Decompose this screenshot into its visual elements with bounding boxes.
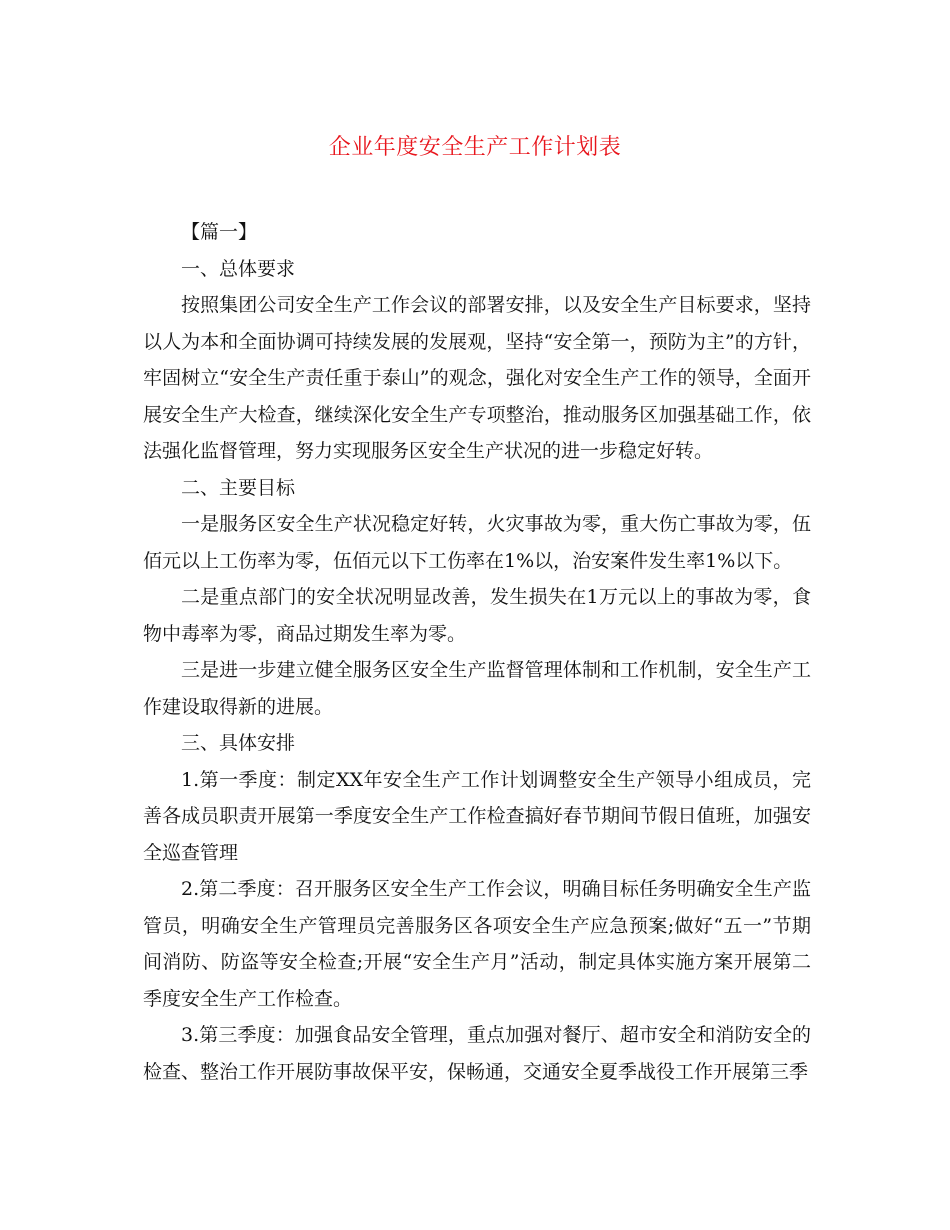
document-body xyxy=(143,214,811,1090)
heading-main-goals: 二、主要目标 xyxy=(181,476,296,499)
heading-specific-arrangements: 三、具体安排 xyxy=(181,732,296,754)
paragraph: 2.第二季度：召开服务区安全生产工作会议，明确目标任务明确安全生产监管员，明确安全生产管理员完善服务区各项安全生产应急预案;做好“五一”节期间消防、防盗等安全检查;开展“安全生产月”活动，制定具体实施方案开展第二季度安全生产工作检查。 xyxy=(143,878,811,1010)
paragraph: 二是重点部门的安全状况明显改善，发生损失在1万元以上的事故为零，食物中毒率为零，商品过期发生率为零。 xyxy=(143,586,811,645)
paragraph: 3.第三季度：加强食品安全管理，重点加强对餐厅、超市安全和消防安全的检查、整治工作开展防事故保平安，保畅通，交通安全夏季战役工作开展第三季 xyxy=(143,1024,811,1083)
section-label: 【篇一】 xyxy=(181,221,258,243)
paragraph: 三是进一步建立健全服务区安全生产监督管理体制和工作机制，安全生产工作建设取得新的进展。 xyxy=(143,659,811,718)
paragraph: 1.第一季度：制定XX年安全生产工作计划调整安全生产领导小组成员，完善各成员职责开展第一季度安全生产工作检查搞好春节期间节假日值班，加强安全巡查管理 xyxy=(143,768,811,864)
document-title: 企业年度安全生产工作计划表 xyxy=(328,135,622,160)
heading-general-requirements: 一、总体要求 xyxy=(181,257,296,280)
paragraph: 一是服务区安全生产状况稳定好转，火灾事故为零，重大伤亡事故为零，伍佰元以上工伤率为零，伍佰元以下工伤率在1%以，治安案件发生率1%以下。 xyxy=(143,513,811,572)
paragraph: 按照集团公司安全生产工作会议的部署安排，以及安全生产目标要求，坚持以人为本和全面协调可持续发展的发展观，坚持“安全第一，预防为主”的方针，牢固树立“安全生产责任重于泰山”的观念，强化对安全生产工作的领导，全面开展安全生产大检查，继续深化安全生产专项整治，推动服务区加强基础工作，依法强化监督管理，努力实现服务区安全生产状况的进一步稳定好转。 xyxy=(143,294,811,462)
